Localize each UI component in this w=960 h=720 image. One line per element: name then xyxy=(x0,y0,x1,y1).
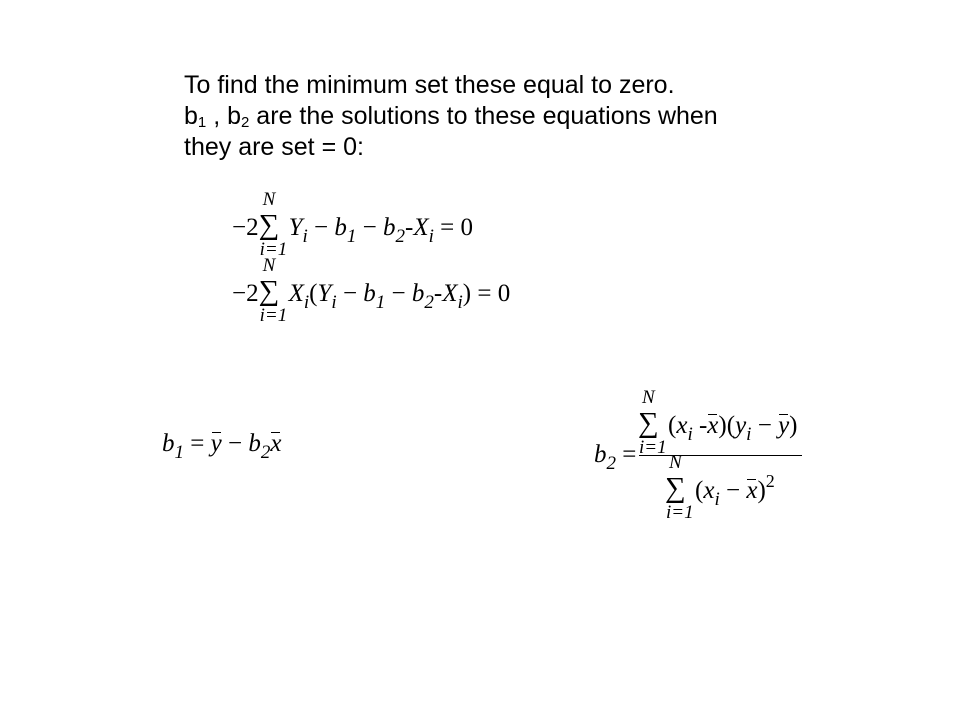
subscript-i: i xyxy=(714,489,720,510)
normal-equation-1 xyxy=(232,189,474,260)
b2-label-sub: 2 xyxy=(241,114,250,131)
x-bar: x xyxy=(707,412,719,439)
summation xyxy=(258,255,289,326)
var-b: b xyxy=(594,441,607,468)
subscript-i: i xyxy=(331,292,337,313)
dash: - xyxy=(405,214,414,241)
exponent-2: 2 xyxy=(765,471,775,491)
sum-upper-limit: N xyxy=(262,189,276,210)
subscript-2: 2 xyxy=(395,226,406,247)
sum-lower-limit: i=1 xyxy=(259,239,288,260)
y-bar: y xyxy=(210,430,222,457)
close-paren: ) xyxy=(718,412,727,439)
open-paren: ( xyxy=(668,412,677,439)
summation xyxy=(665,452,695,523)
sum-upper-limit: N xyxy=(642,387,655,408)
intro-text xyxy=(184,70,784,163)
var-b: b xyxy=(334,214,347,241)
var-b: b xyxy=(411,280,425,307)
subscript-2: 2 xyxy=(424,292,434,313)
summation xyxy=(258,189,289,260)
var-y: y xyxy=(735,412,747,439)
subscript-i: i xyxy=(687,424,693,445)
dash: - xyxy=(692,412,708,439)
var-x: x xyxy=(676,412,688,439)
sum-upper-limit: N xyxy=(669,452,682,473)
subscript-2: 2 xyxy=(260,442,271,463)
close-paren: ) xyxy=(462,280,472,307)
separator: , xyxy=(206,102,228,130)
coefficient: −2 xyxy=(232,214,259,241)
sigma-symbol: ∑ xyxy=(258,275,280,307)
var-b: b xyxy=(248,430,261,457)
b1-label: b xyxy=(184,102,198,130)
intro-line-1: To find the minimum set these equal to zero. xyxy=(184,71,675,99)
open-paren: ( xyxy=(695,477,704,504)
sum-lower-limit: i=1 xyxy=(666,502,694,523)
var-x: x xyxy=(703,477,715,504)
subscript-i: i xyxy=(428,226,434,247)
minus-sign: − xyxy=(751,412,779,439)
y-bar: y xyxy=(778,412,790,439)
dash: - xyxy=(433,280,443,307)
equals-sign: = xyxy=(184,430,211,457)
var-Y: Y xyxy=(317,280,332,307)
var-X: X xyxy=(413,214,429,241)
var-X: X xyxy=(442,280,458,307)
summation xyxy=(638,387,668,458)
equals-zero: = 0 xyxy=(433,214,474,241)
minus-sign: − xyxy=(385,280,412,307)
coefficient: −2 xyxy=(232,280,259,307)
intro-line-2 xyxy=(184,101,784,132)
intro-line-3: they are set = 0: xyxy=(184,133,364,161)
var-b: b xyxy=(383,214,396,241)
equals-sign: = xyxy=(616,441,637,468)
equals-zero: = 0 xyxy=(471,280,511,307)
sigma-symbol: ∑ xyxy=(638,407,659,439)
b2-solution xyxy=(594,387,812,523)
fraction-bar xyxy=(639,455,802,456)
minus-sign: − xyxy=(307,214,335,241)
subscript-i: i xyxy=(746,424,752,445)
sum-lower-limit: i=1 xyxy=(639,437,667,458)
b1-solution xyxy=(162,430,282,463)
var-Y: Y xyxy=(288,214,303,241)
open-paren: ( xyxy=(726,412,736,439)
minus-sign: − xyxy=(719,477,747,504)
close-paren: ) xyxy=(757,477,766,504)
minus-sign: − xyxy=(356,214,384,241)
subscript-1: 1 xyxy=(174,442,184,463)
x-bar: x xyxy=(746,477,758,504)
sum-upper-limit: N xyxy=(262,255,276,276)
b1-label-sub: 1 xyxy=(197,114,207,131)
subscript-i: i xyxy=(457,292,463,313)
close-paren: ) xyxy=(789,412,798,439)
b2-lhs xyxy=(594,441,637,474)
fraction-denominator xyxy=(665,452,775,523)
var-X: X xyxy=(288,280,304,307)
sigma-symbol: ∑ xyxy=(665,472,686,504)
intro-line-2-rest: are the solutions to these equations when xyxy=(249,102,718,130)
fraction-numerator xyxy=(638,387,798,458)
subscript-i: i xyxy=(303,292,310,313)
var-b: b xyxy=(162,430,175,457)
sigma-symbol: ∑ xyxy=(258,209,280,241)
open-paren: ( xyxy=(309,280,318,307)
subscript-2: 2 xyxy=(606,453,616,474)
subscript-1: 1 xyxy=(375,292,386,313)
sum-lower-limit: i=1 xyxy=(259,305,288,326)
subscript-1: 1 xyxy=(346,226,357,247)
minus-sign: − xyxy=(221,430,249,457)
x-bar: x xyxy=(270,430,282,457)
minus-sign: − xyxy=(336,280,364,307)
b2-label: b xyxy=(227,102,241,130)
var-b: b xyxy=(363,280,376,307)
normal-equation-2 xyxy=(232,255,511,326)
subscript-i: i xyxy=(302,226,308,247)
